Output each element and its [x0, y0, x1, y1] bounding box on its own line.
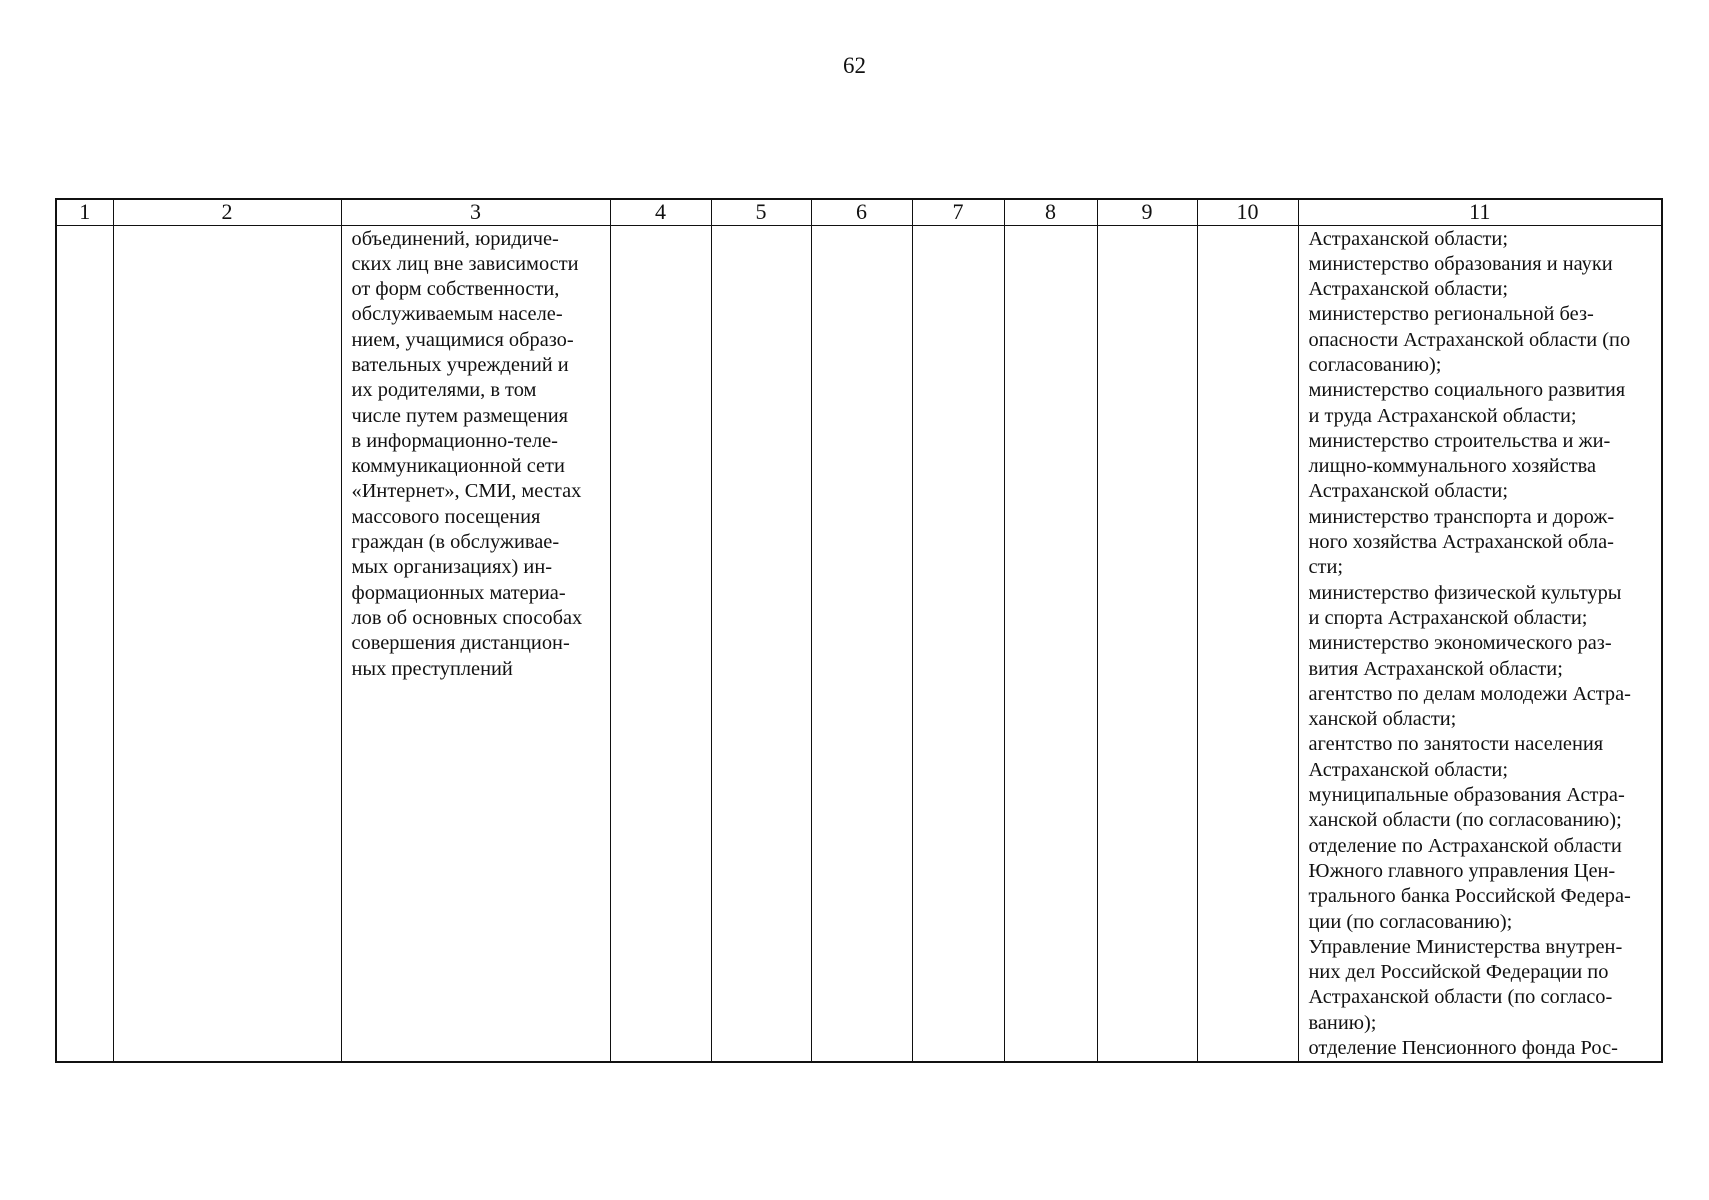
column-header-5: 5 — [711, 199, 811, 225]
cell-col-5 — [711, 225, 811, 1062]
cell-event-description — [341, 225, 610, 1062]
column-header-4: 4 — [610, 199, 711, 225]
cell-col-7 — [912, 225, 1004, 1062]
column-header-3: 3 — [341, 199, 610, 225]
cell-col-1 — [56, 225, 113, 1062]
column-header-6: 6 — [811, 199, 912, 225]
cell-col-4 — [610, 225, 711, 1062]
event-description-text: объединений, юридиче- ских лиц вне зависимости от форм собственности, обслуживаемым населе- нием, учащимися образо- вательных учреждений и их родителями, в том числе путем размещения в информационно-теле- коммуникационной сети «Интернет», СМИ, местах массового посещения граждан (в обслуживае- мых организациях) ин- формационных материа- лов об основных способах совершения дистанцион- ных преступлений — [351, 227, 583, 680]
cell-col-9 — [1097, 225, 1197, 1062]
responsible-executors-text: Астраханской области; министерство образования и науки Астраханской области; министерство региональной без- опасности Астраханской области (по согласованию); министерство социального развития и труда Астраханской области; министерство строительства и жи- лищно-коммунального хозяйства Астраханской области; министерство транспорта и дорож- ного хозяйства Астраханской обла- сти; министерство физической культуры и спорта Астраханской области; министерство экономического раз- вития Астраханской области; агентство по делам молодежи Астра- ханской области; агентство по занятости населения Астраханской области; муниципальные образования Астра- ханской области (по согласованию); отделение по Астраханской области Южного главного управления Цен- трального банка Российской Федера- ции (по согласованию); Управление Министерства внутрен- них дел Российской Федерации по Астраханской области (по согласо- ванию); отделение Пенсионного фонда Рос- — [1308, 227, 1631, 1059]
cell-responsible-executors — [1298, 225, 1662, 1062]
page-number: 62 — [843, 53, 866, 78]
column-header-2: 2 — [113, 199, 341, 225]
column-number-row — [56, 199, 1662, 225]
plan-table — [55, 198, 1663, 1063]
column-header-7: 7 — [912, 199, 1004, 225]
column-header-8: 8 — [1004, 199, 1097, 225]
cell-col-10 — [1197, 225, 1298, 1062]
cell-col-8 — [1004, 225, 1097, 1062]
column-header-10: 10 — [1197, 199, 1298, 225]
table-row — [56, 225, 1662, 1062]
column-header-11: 11 — [1298, 199, 1662, 225]
cell-col-6 — [811, 225, 912, 1062]
column-header-9: 9 — [1097, 199, 1197, 225]
cell-col-2 — [113, 225, 341, 1062]
column-header-1: 1 — [56, 199, 113, 225]
